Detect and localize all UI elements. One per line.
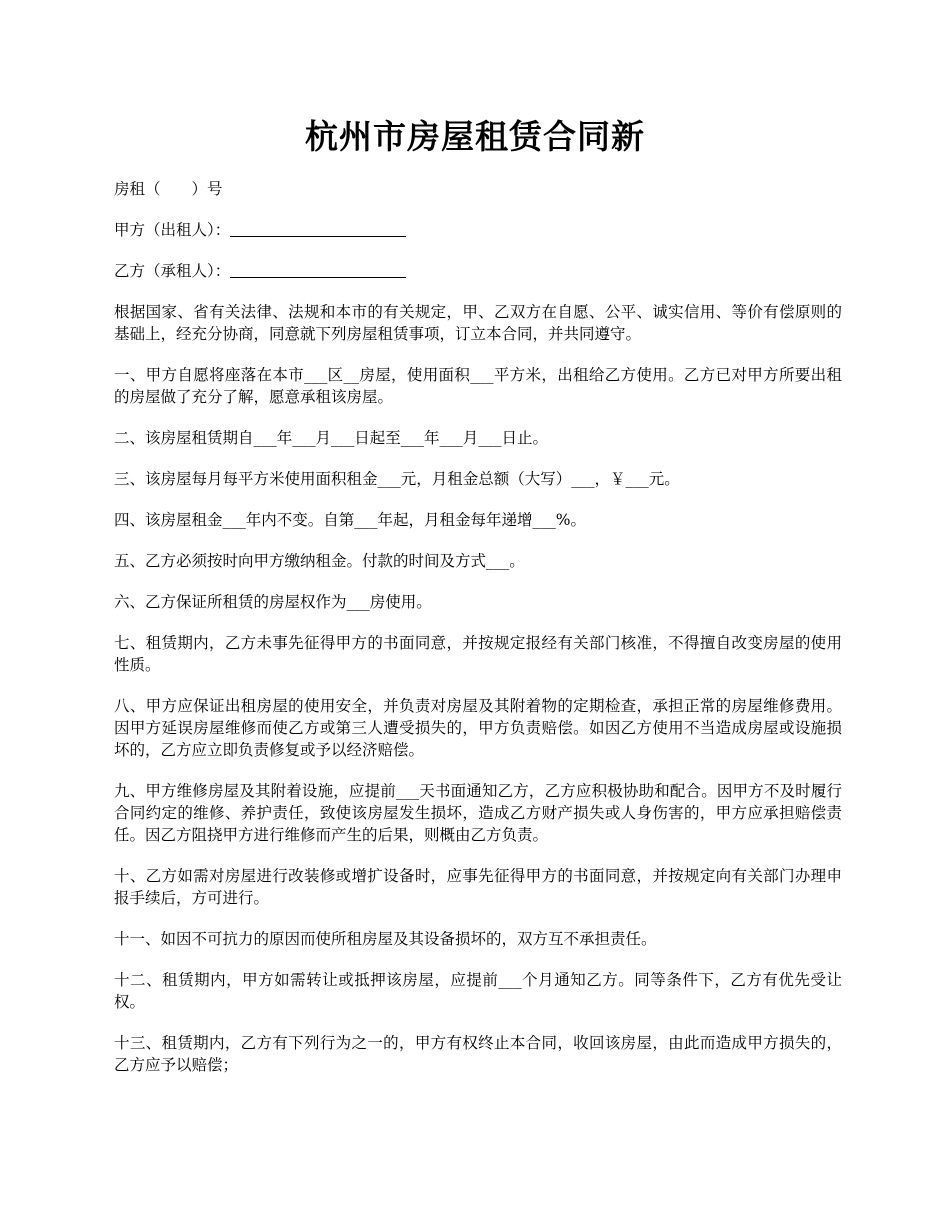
clause-4: 四、该房屋租金___年内不变。自第___年起，月租金每年递增___%。 (114, 511, 586, 529)
party-b-label: 乙方（承租人）： (114, 262, 231, 280)
preamble-paragraph: 根据国家、省有关法律、法规和本市的有关规定，甲、乙双方在自愿、公平、诚实信用、等价有偿原则的基础上，经充分协商，同意就下列房屋租赁事项，订立本合同，并共同遵守。 (114, 303, 842, 343)
clause-8: 八、甲方应保证出租房屋的使用安全，并负责对房屋及其附着物的定期检查，承担正常的房屋维修费用。因甲方延误房屋维修而使乙方或第三人遭受损失的，甲方负责赔偿。如因乙方使用不当造成房屋或设施损坏的，乙方应立即负责修复或予以经济赔偿。 (114, 697, 842, 759)
document-body (114, 178, 842, 1095)
clause-3: 三、该房屋每月每平方米使用面积租金___元，月租金总额（大写）___，￥___元。 (114, 470, 680, 488)
party-b-line (114, 260, 842, 282)
document-title: 杭州市房屋租赁合同新 (305, 117, 645, 156)
clause-12: 十二、租赁期内，甲方如需转让或抵押该房屋，应提前___个月通知乙方。同等条件下，乙方有优先受让权。 (114, 971, 842, 1011)
clause-10: 十、乙方如需对房屋进行改装修或增扩设备时，应事先征得甲方的书面同意，并按规定向有关部门办理申报手续后，方可进行。 (114, 867, 842, 907)
party-a-line (114, 219, 842, 241)
contract-number-prefix: 房租（ (114, 180, 161, 198)
clause-9: 九、甲方维修房屋及其附着设施，应提前___天书面通知乙方，乙方应积极协助和配合。因甲方不及时履行合同约定的维修、养护责任，致使该房屋发生损坏，造成乙方财产损失或人身伤害的，甲方应承担赔偿责任。因乙方阻挠甲方进行维修而产生的后果，则概由乙方负责。 (114, 782, 842, 844)
party-a-label: 甲方（出租人）： (114, 221, 231, 239)
clause-11: 十一、如因不可抗力的原因而使所租房屋及其设备损坏的，双方互不承担责任。 (114, 930, 657, 948)
clause-5: 五、乙方必须按时向甲方缴纳租金。付款的时间及方式___。 (114, 552, 525, 570)
contract-number-suffix: ）号 (191, 180, 223, 198)
party-b-blank-line (230, 262, 406, 278)
clause-7: 七、租赁期内，乙方未事先征得甲方的书面同意，并按规定报经有关部门核准，不得擅自改变房屋的使用性质。 (114, 634, 842, 674)
clause-13: 十三、租赁期内，乙方有下列行为之一的，甲方有权终止本合同，收回该房屋，由此而造成甲方损失的，乙方应予以赔偿； (114, 1034, 842, 1074)
clause-6: 六、乙方保证所租赁的房屋权作为___房使用。 (114, 593, 432, 611)
contract-number (114, 178, 842, 200)
party-a-blank-line (230, 221, 406, 237)
clause-2: 二、该房屋租赁期自___年___月___日起至___年___月___日止。 (114, 429, 549, 447)
clause-1: 一、甲方自愿将座落在本市___区__房屋，使用面积___平方米，出租给乙方使用。乙方已对甲方所要出租的房屋做了充分了解，愿意承租该房屋。 (114, 366, 842, 406)
